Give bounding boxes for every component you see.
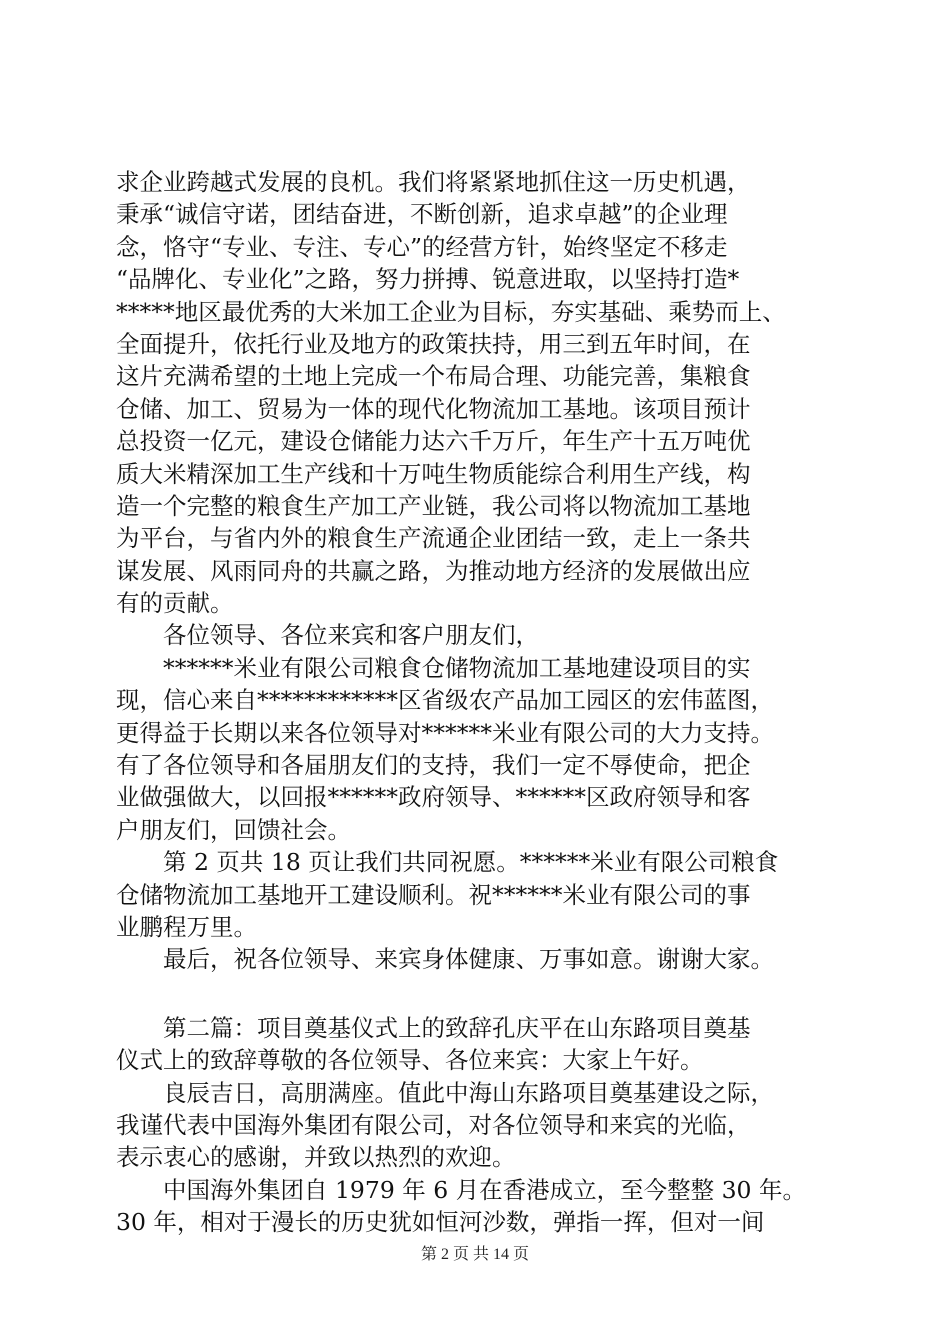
text-line: 第 2 页共 18 页让我们共同祝愿。******米业有限公司粮食 [163, 848, 779, 877]
text-line: 良辰吉日，高朋满座。值此中海山东路项目奠基建设之际， [163, 1078, 774, 1107]
text-line: 有了各位领导和各届朋友们的支持，我们一定不辱使命，把企 [116, 751, 751, 780]
text-line: 念，恪守“专业、专注、专心”的经营方针，始终坚定不移走 [116, 232, 728, 261]
text-line: 求企业跨越式发展的良机。我们将紧紧地抓住这一历史机遇， [116, 168, 751, 196]
text-line: 现，信心来自************区省级农产品加工园区的宏伟蓝图， [116, 686, 774, 715]
text-line: 仓储、加工、贸易为一体的现代化物流加工基地。该项目预计 [116, 394, 751, 423]
text-line: *****地区最优秀的大米加工企业为目标，夯实基础、乘势而上、 [116, 297, 786, 326]
text-line: 秉承“诚信守诺，团结奋进，不断创新，追求卓越”的企业理 [116, 200, 728, 229]
text-line: 这片充满希望的土地上完成一个布局合理、功能完善，集粮食 [116, 362, 751, 391]
text-line: 我谨代表中国海外集团有限公司，对各位领导和来宾的光临， [116, 1110, 751, 1139]
text-line: 各位领导、各位来宾和客户朋友们， [163, 621, 539, 650]
text-line: 造一个完整的粮食生产加工产业链，我公司将以物流加工基地 [116, 491, 751, 520]
text-line: 全面提升，依托行业及地方的政策扶持，用三到五年时间，在 [116, 329, 751, 358]
text-line: 中国海外集团自 1979 年 6 月在香港成立，至今整整 30 年。 [163, 1175, 806, 1204]
section-heading-line: 第二篇：项目奠基仪式上的致辞孔庆平在山东路项目奠基 [163, 1013, 751, 1042]
document-body [116, 166, 856, 1239]
text-line: “品牌化、专业化”之路，努力拼搏、锐意进取，以坚持打造* [116, 265, 740, 294]
text-line: 业鹏程万里。 [116, 912, 257, 941]
text-line: 户朋友们，回馈社会。 [116, 815, 351, 844]
page-footer: 第 2 页 共 14 页 [420, 1246, 529, 1263]
text-line: 仪式上的致辞尊敬的各位领导、各位来宾：大家上午好。 [116, 1046, 704, 1075]
text-line: 仓储物流加工基地开工建设顺利。祝******米业有限公司的事 [116, 880, 751, 909]
text-line: 30 年，相对于漫长的历史犹如恒河沙数，弹指一挥，但对一间 [116, 1208, 765, 1237]
text-line: 业做强做大，以回报******政府领导、******区政府领导和客 [116, 783, 751, 812]
text-line: 质大米精深加工生产线和十万吨生物质能综合利用生产线，构 [116, 459, 751, 488]
text-line: 总投资一亿元，建设仓储能力达六千万斤，年生产十五万吨优 [116, 427, 751, 456]
text-line: 表示衷心的感谢，并致以热烈的欢迎。 [116, 1143, 516, 1172]
text-line: 谋发展、风雨同舟的共赢之路，为推动地方经济的发展做出应 [116, 556, 751, 585]
text-line: 有的贡献。 [116, 589, 234, 618]
paragraph-gap [116, 976, 856, 1012]
text-line: 为平台，与省内外的粮食生产流通企业团结一致，走上一条共 [116, 524, 751, 553]
text-line: 最后，祝各位领导、来宾身体健康、万事如意。谢谢大家。 [163, 945, 774, 974]
text-line: ******米业有限公司粮食仓储物流加工基地建设项目的实 [163, 653, 751, 682]
text-line: 更得益于长期以来各位领导对******米业有限公司的大力支持。 [116, 718, 774, 747]
